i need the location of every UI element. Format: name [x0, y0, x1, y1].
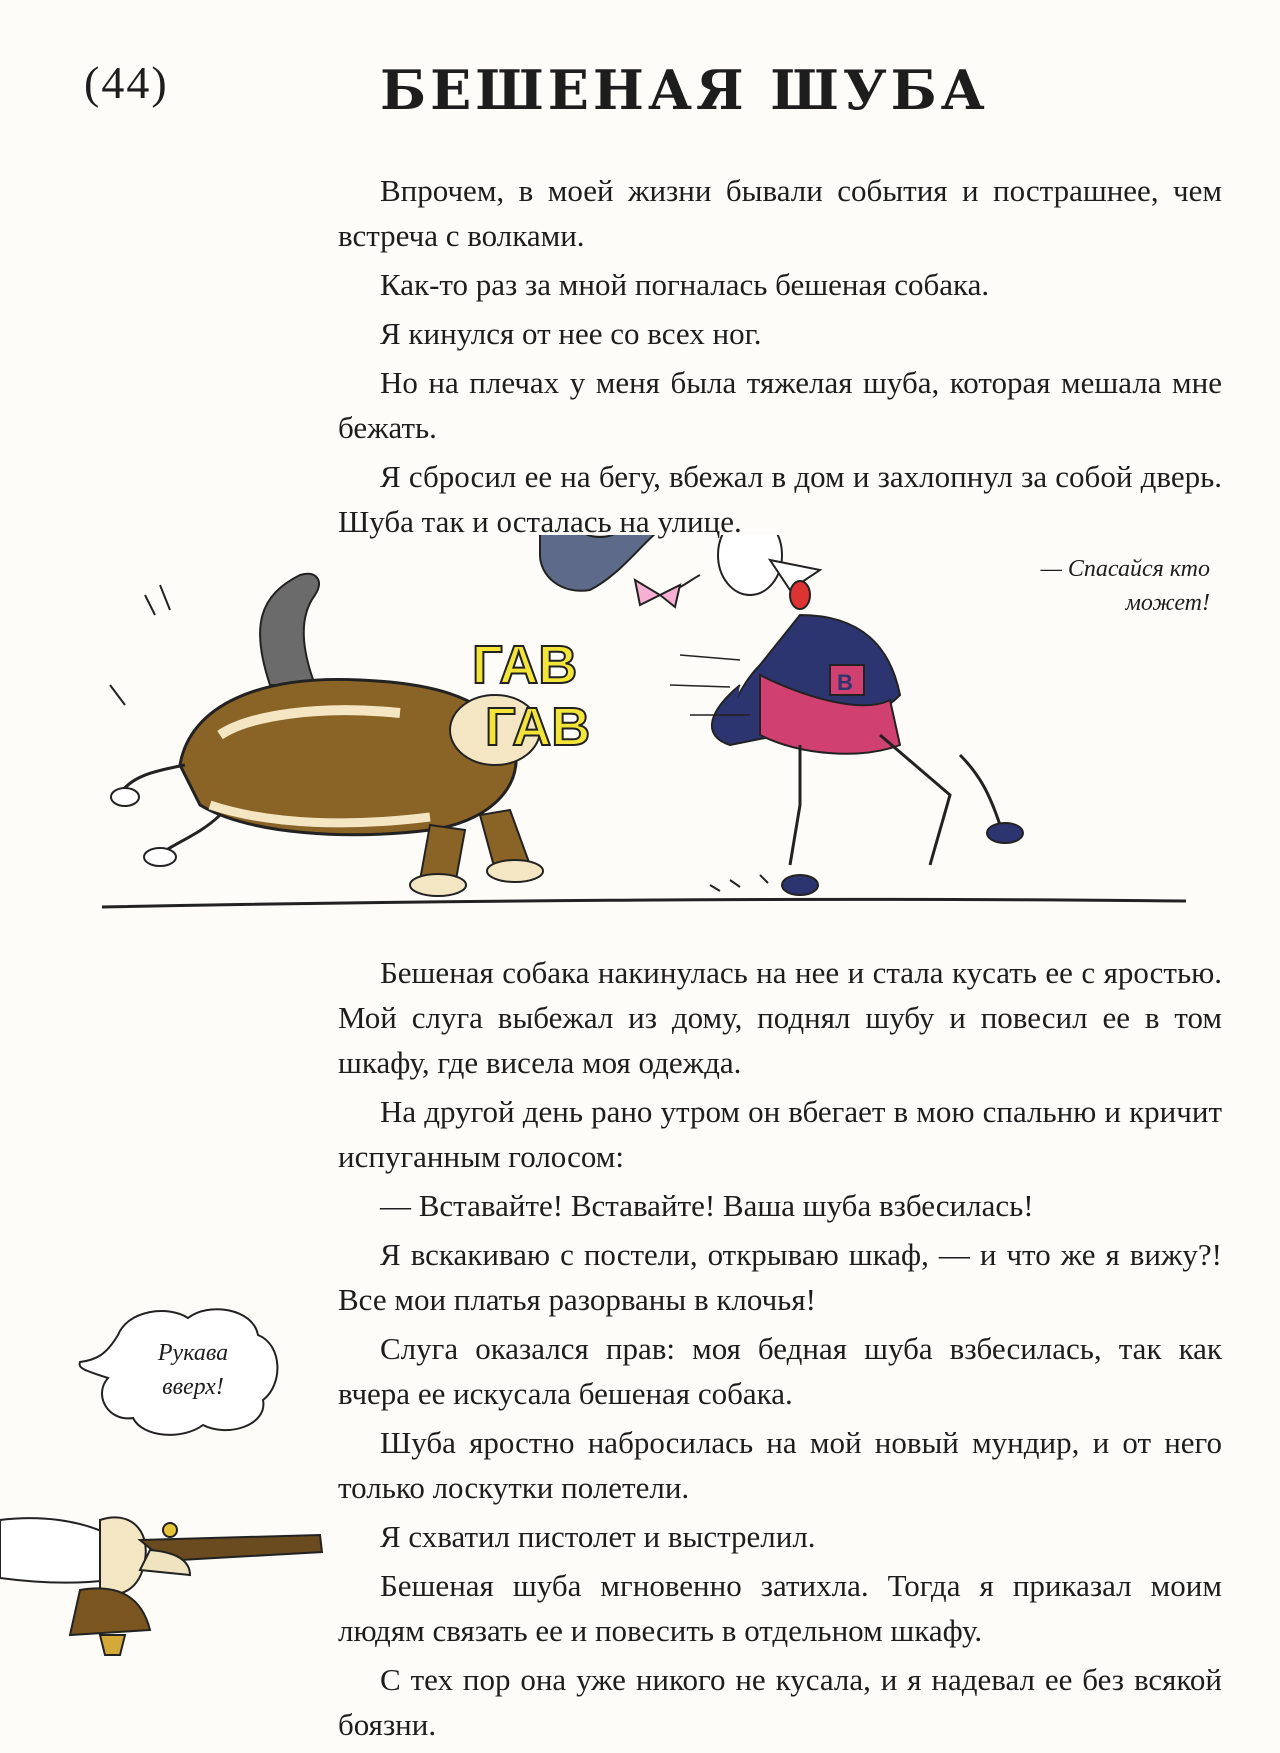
paragraph: Слуга оказался прав: моя бедная шуба взбесилась, так как вчера ее искусала бешеная собака. [338, 1331, 1222, 1411]
bark-sound-line2: ГАВ [485, 697, 591, 757]
paragraph: Но на плечах у меня была тяжелая шуба, которая мешала мне бежать. [338, 365, 1222, 445]
page-number: (44) [84, 57, 169, 108]
paragraph: Я схватил пистолет и выстрелил. [380, 1519, 816, 1554]
text-block-bottom [338, 950, 1222, 1751]
paragraph: С тех пор она уже никого не кусала, и я надевал ее без всякой боязни. [338, 1662, 1222, 1742]
paragraph: — Вставайте! Вставайте! Ваша шуба взбесилась! [380, 1188, 1034, 1223]
coat-letter: B [837, 670, 853, 695]
paragraph: Я сбросил ее на бегу, вбежал в дом и захлопнул за собой дверь. Шуба так и осталась на улице. [338, 459, 1222, 539]
paragraph: Я вскакиваю с постели, открываю шкаф, — и что же я вижу?! Все мои платья разорваны в клочья! [338, 1237, 1222, 1317]
page-title: БЕШЕНАЯ ШУБА [380, 58, 989, 122]
dog-tail-icon [260, 574, 319, 685]
paragraph: Бешеная собака накинулась на нее и стала кусать ее с яростью. Мой слуга выбежал из дому, поднял шубу и повесил ее в том шкафу, где висела моя одежда. [338, 955, 1222, 1080]
paragraph: На другой день рано утром он вбегает в мою спальню и кричит испуганным голосом: [338, 1094, 1222, 1174]
pistol-hand-icon [0, 1490, 330, 1660]
thought-line: Рукава [157, 1340, 229, 1366]
paragraph: Я кинулся от нее со всех ног. [380, 316, 762, 351]
bark-sound-line1: ГАВ [472, 635, 578, 695]
paragraph: Бешеная шуба мгновенно затихла. Тогда я приказал моим людям связать ее и повесить в отдельном шкафу. [338, 1568, 1222, 1648]
paragraph: Шуба яростно набросилась на мой новый мундир, и от него только лоскутки полетели. [338, 1425, 1222, 1505]
thought-line: вверх! [162, 1374, 224, 1400]
text-block-top [338, 168, 1222, 548]
ground-line [102, 899, 1186, 907]
illustration-caption: — Спасайся кто может! [1040, 556, 1210, 616]
paragraph: Впрочем, в моей жизни бывали события и пострашнее, чем встреча с волками. [338, 173, 1222, 253]
flying-hat-icon [540, 535, 665, 591]
paragraph: Как-то раз за мной погналась бешеная собака. [380, 267, 990, 302]
thought-bubble-text [128, 1336, 258, 1404]
